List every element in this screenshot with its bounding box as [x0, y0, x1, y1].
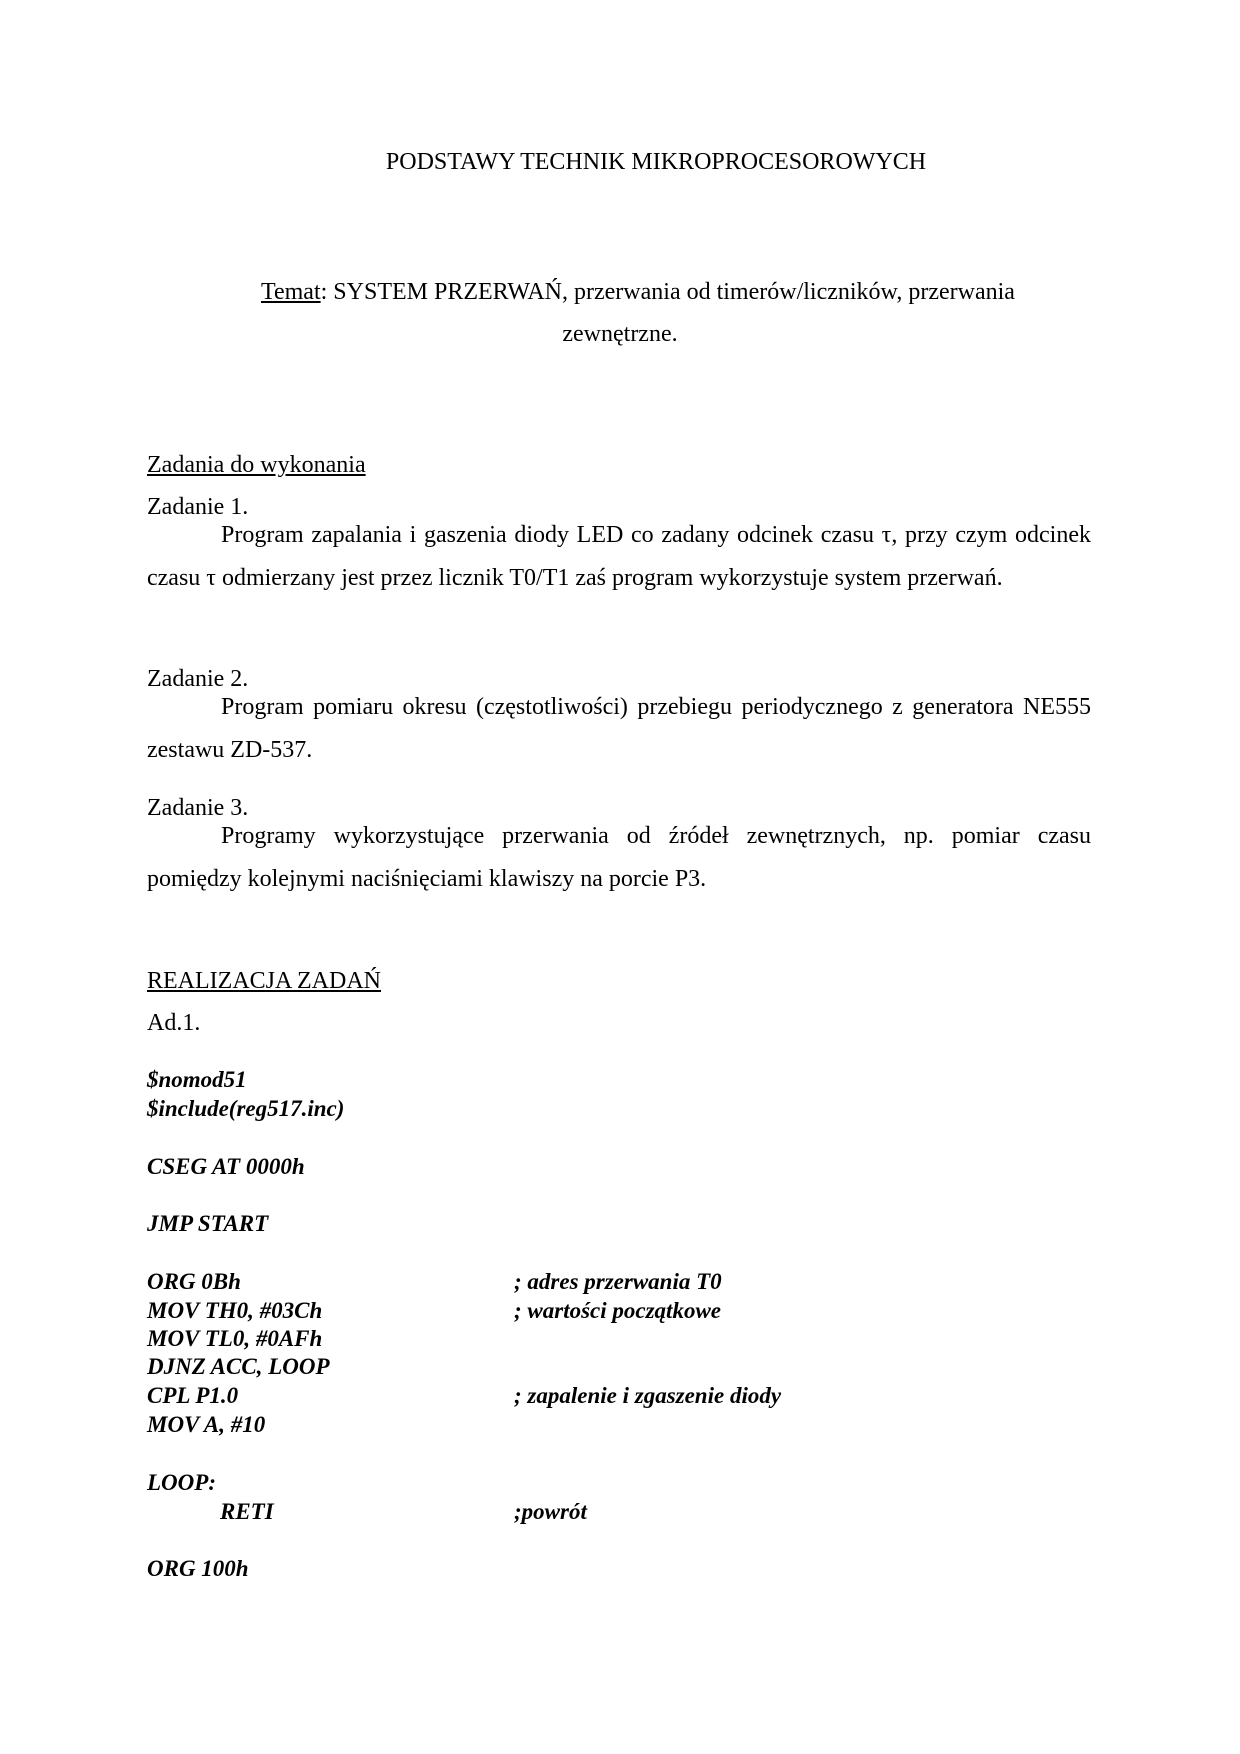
code-comment: ;powrót: [514, 1499, 587, 1524]
task-3-text: [147, 815, 1091, 901]
topic-line: [261, 278, 1015, 306]
code-line: DJNZ ACC, LOOP: [147, 1354, 330, 1379]
code-line: MOV TL0, #0AFh: [147, 1326, 323, 1351]
tasks-heading: Zadania do wykonania: [147, 452, 366, 478]
code-line: CPL P1.0: [147, 1383, 239, 1408]
topic-text: : SYSTEM PRZERWAŃ, przerwania od timerów/liczników, przerwania: [320, 279, 1015, 305]
code-line: $nomod51: [147, 1067, 247, 1092]
code-line: ORG 0Bh: [147, 1269, 241, 1294]
code-line: MOV TH0, #03Ch: [147, 1298, 323, 1323]
task-2-title: Zadanie 2.: [147, 666, 249, 692]
code-line: JMP START: [147, 1211, 269, 1236]
task-3-title: Zadanie 3.: [147, 795, 249, 821]
code-comment: ; adres przerwania T0: [514, 1269, 722, 1294]
topic-text-continued: zewnętrzne.: [562, 321, 678, 347]
code-comment: ; zapalenie i zgaszenie diody: [514, 1383, 782, 1408]
realization-subheading: Ad.1.: [147, 1010, 201, 1036]
task-2-body: Program pomiaru okresu (częstotliwości) przebiegu periodycznego z generatora NE555 zestawu ZD-537.: [147, 694, 1091, 763]
task-2-text: [147, 686, 1091, 772]
code-line: ORG 100h: [147, 1556, 249, 1581]
task-1-title: Zadanie 1.: [147, 494, 249, 520]
code-line: MOV A, #10: [147, 1412, 266, 1437]
code-line: $include(reg517.inc): [147, 1096, 345, 1121]
task-1-body: Program zapalania i gaszenia diody LED co zadany odcinek czasu τ, przy czym odcinek czasu τ odmierzany jest przez licznik T0/T1 zaś program wykorzystuje system przerwań.: [147, 522, 1091, 591]
task-1-text: [147, 514, 1091, 600]
code-line: CSEG AT 0000h: [147, 1154, 305, 1179]
realization-heading: REALIZACJA ZADAŃ: [147, 968, 381, 994]
code-comment: ; wartości początkowe: [514, 1298, 721, 1323]
topic-label: Temat: [261, 279, 321, 305]
document-title: PODSTAWY TECHNIK MIKROPROCESOROWYCH: [385, 149, 927, 175]
task-3-body: Programy wykorzystujące przerwania od źródeł zewnętrznych, np. pomiar czasu pomiędzy kolejnymi naciśnięciami klawiszy na porcie P3.: [147, 823, 1091, 892]
code-label: LOOP:: [147, 1470, 216, 1495]
code-line: RETI: [220, 1499, 274, 1524]
